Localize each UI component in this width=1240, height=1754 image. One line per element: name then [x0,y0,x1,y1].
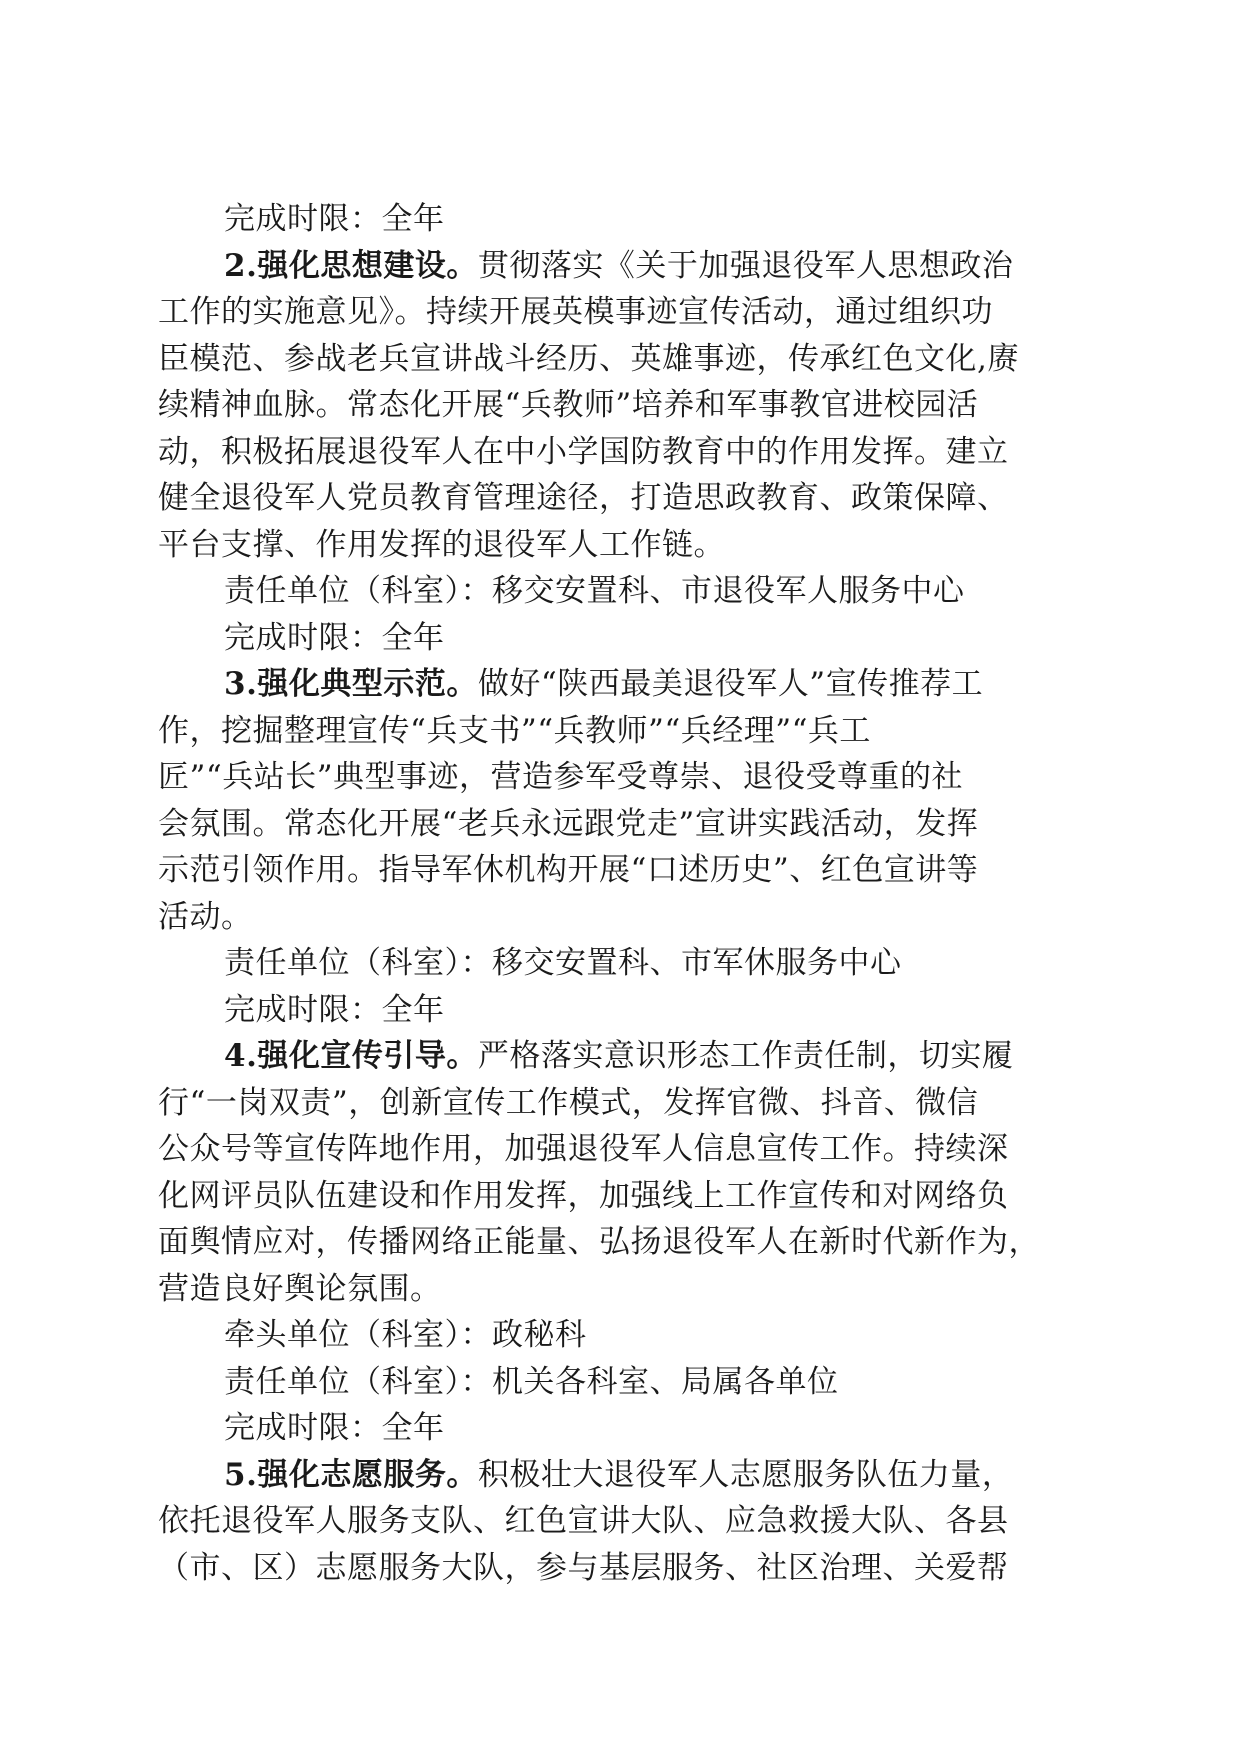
body-line [158,1080,1098,1127]
section-text: 严格落实意识形态工作责任制，切实履 [477,1038,1014,1074]
section-heading-line [158,1033,1098,1080]
responsible-unit-line [158,568,1098,615]
document-page [158,196,1098,1591]
body-text: 营造良好舆论氛围。 [158,1270,442,1307]
body-text: 平台支撑、作用发挥的退役军人工作链。 [158,526,725,563]
body-text: 作，挖掘整理宣传“兵支书”“兵教师”“兵经理”“兵工 [158,712,871,749]
body-text: 续精神血脉。常态化开展“兵教师”培养和军事教官进校园活 [158,387,979,423]
section-title: 3.强化典型示范。 [224,666,478,702]
meta-text: 责任单位（科室）：移交安置科、市军休服务中心 [224,945,902,981]
body-line [158,1266,1098,1313]
body-text: 匠”“兵站长”典型事迹，营造参军受尊崇、退役受尊重的社 [158,759,964,795]
section-heading-line [158,661,1098,708]
body-line [158,1545,1098,1592]
body-line [158,336,1098,383]
body-line [158,894,1098,941]
meta-text: 完成时限：全年 [224,1410,445,1446]
body-text: 示范引领作用。指导军休机构开展“口述历史”、红色宣讲等 [158,852,979,888]
deadline-line [158,196,1098,243]
section-heading-line [158,1452,1098,1499]
body-text: 依托退役军人服务支队、红色宣讲大队、应急救援大队、各县 [158,1503,1009,1539]
body-line [158,801,1098,848]
body-line [158,429,1098,476]
body-line [158,1126,1098,1173]
section-heading-line [158,243,1098,290]
body-text: 动，积极拓展退役军人在中小学国防教育中的作用发挥。建立 [158,433,1009,470]
lead-unit-line [158,1312,1098,1359]
body-line [158,382,1098,429]
section-title: 5.强化志愿服务。 [224,1456,478,1493]
body-line [158,708,1098,755]
body-text: 行“一岗双责”，创新宣传工作模式，发挥官微、抖音、微信 [158,1084,979,1121]
meta-text: 责任单位（科室）：移交安置科、市退役军人服务中心 [224,573,965,609]
meta-text: 完成时限：全年 [224,201,445,237]
body-text: 工作的实施意见》。持续开展英模事迹宣传活动，通过组织功 [158,294,993,330]
section-text: 积极壮大退役军人志愿服务队伍力量， [477,1456,1014,1493]
section-text: 贯彻落实《关于加强退役军人思想政治 [477,247,1014,284]
body-text: 会氛围。常态化开展“老兵永远跟党走”宣讲实践活动，发挥 [158,805,979,842]
body-text: （市、区）志愿服务大队，参与基层服务、社区治理、关爱帮 [158,1549,1009,1586]
body-line [158,1498,1098,1545]
meta-text: 完成时限：全年 [224,991,445,1028]
meta-text: 牵头单位（科室）：政秘科 [224,1317,587,1353]
body-text: 面舆情应对，传播网络正能量、弘扬退役军人在新时代新作为， [158,1224,1040,1260]
body-text: 臣模范、参战老兵宣讲战斗经历、英雄事迹，传承红色文化,赓 [158,340,1019,377]
body-text: 健全退役军人党员教育管理途径，打造思政教育、政策保障、 [158,480,1009,516]
body-text: 活动。 [158,898,253,935]
deadline-line [158,615,1098,662]
section-title: 4.强化宣传引导。 [224,1038,478,1074]
body-line [158,522,1098,569]
meta-text: 责任单位（科室）：机关各科室、局属各单位 [224,1363,839,1400]
responsible-unit-line [158,1359,1098,1406]
body-line [158,754,1098,801]
section-title: 2.强化思想建设。 [224,247,478,284]
meta-text: 完成时限：全年 [224,619,445,656]
deadline-line [158,987,1098,1034]
section-text: 做好“陕西最美退役军人”宣传推荐工 [477,666,984,702]
deadline-line [158,1405,1098,1452]
responsible-unit-line [158,940,1098,987]
body-line [158,1219,1098,1266]
body-text: 公众号等宣传阵地作用，加强退役军人信息宣传工作。持续深 [158,1131,1009,1167]
body-line [158,289,1098,336]
body-line [158,475,1098,522]
body-text: 化网评员队伍建设和作用发挥，加强线上工作宣传和对网络负 [158,1177,1009,1214]
body-line [158,1173,1098,1220]
body-line [158,847,1098,894]
